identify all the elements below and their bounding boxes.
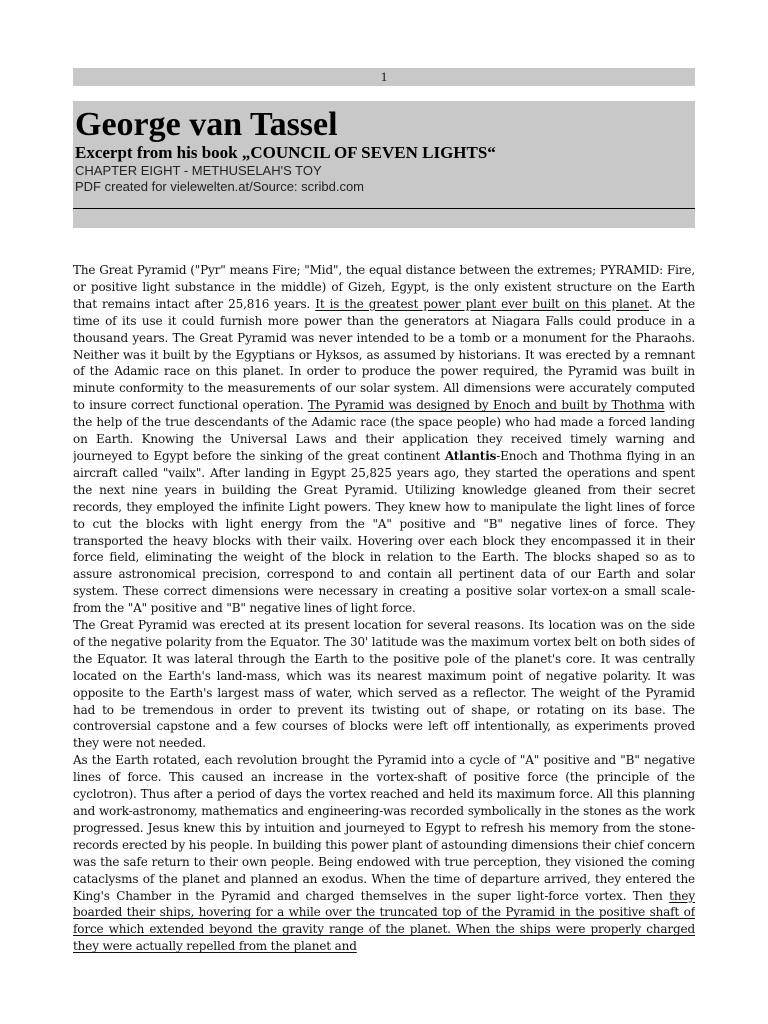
paragraph-1	[73, 262, 695, 617]
page-number: 1	[380, 69, 388, 84]
title-block	[73, 101, 695, 228]
p1-underlined-2: The Pyramid was designed by Enoch and built by Thothma	[307, 398, 665, 413]
p1-text-d: -Enoch and Thothma flying in an aircraft called "vailx". After landing in Egypt 25,825 years ago, they started the operations and spent the next nine years in building the Great Pyramid. Utilizing knowledge gleaned from their secret records, they employed the infinite Light powers. They knew how to manipulate the light lines of force to cut the blocks with light energy from the "A" positive and "B" negative lines of force. They transported the heavy blocks with their vailx. Hovering over each block they encompassed it in their force field, eliminating the weight of the block in relation to the Earth. The blocks shaped so as to assure astronomical precision, correspond to and contain all pertinent data of our Earth and solar system. These correct dimensions were necessary in creating a positive solar vortex-on a small scale-from the "A" positive and "B" negative lines of light force.	[73, 448, 695, 616]
source-credit: PDF created for vielewelten.at/Source: scribd.com	[75, 179, 365, 194]
document-title: George van Tassel	[75, 106, 338, 143]
article-body	[73, 262, 695, 1024]
paragraph-2: The Great Pyramid was erected at its present location for several reasons. Its location was on the side of the negative polarity from the Equator. The 30' latitude was the maximum vortex belt on both sides of the Equator. It was lateral through the Earth to the positive pole of the planet's core. It was centrally located on the Earth's land-mass, which was its nearest maximum point of negative polarity. It was opposite to the Earth's largest mass of water, which served as a reflector. The weight of the Pyramid had to be tremendous in order to prevent its twisting out of shape, or rotating on its base. The controversial capstone and a few courses of blocks were left off intentionally, as experiments proved they were not needed.	[73, 618, 695, 751]
p1-bold-atlantis: Atlantis	[444, 448, 497, 463]
book-subtitle: Excerpt from his book „COUNCIL OF SEVEN LIGHTS“	[75, 143, 496, 162]
p1-underlined-1: It is the greatest power plant ever built on this planet	[315, 296, 649, 311]
p1-text-c: with the help of the true descendants of the Adamic race (the space people) who had made a forced landing on Earth. Knowing the Universal Laws and their application they received timely warning and journeyed to Egypt before the sinking of the great continent	[73, 398, 695, 463]
page-number-bar	[73, 68, 695, 86]
paragraph-3	[73, 752, 695, 955]
header-divider	[73, 208, 695, 209]
p1-text-b: . At the time of its use it could furnish more power than the generators at Niagara Falls could produce in a thousand years. The Great Pyramid was never intended to be a tomb or a monument for the Pharaohs. Neither was it built by the Egyptians or Hyksos, as assumed by historians. It was erected by a remnant of the Adamic race on this planet. In order to produce the power required, the Pyramid was built in minute conformity to the measurements of our solar system. All dimensions were accurately computed to insure correct functional operation.	[73, 296, 695, 413]
p3-text-a: As the Earth rotated, each revolution brought the Pyramid into a cycle of "A" positive and "B" negative lines of force. This caused an increase in the vortex-shaft of positive force (the principle of the cyclotron). Thus after a period of days the vortex reached and held its maximum force. All this planning and work-astronomy, mathematics and engineering-was recorded symbolically in the stones as the work progressed. Jesus knew this by intuition and journeyed to Egypt to refresh his memory from the stone-records erected by his people. In building this power plant of astounding dimensions their chief concern was the safe return to their own people. Being endowed with true perception, they visioned the coming cataclysms of the planet and planned an exodus. When the time of departure arrived, they entered the King's Chamber in the Pyramid and charged themselves in the super light-force vortex. Then	[73, 753, 695, 903]
chapter-heading: CHAPTER EIGHT - METHUSELAH'S TOY	[75, 163, 322, 178]
p1-text-a: The Great Pyramid ("Pyr" means Fire; "Mid", the equal distance between the extremes; PYRAMID: Fire, or positive light substance in the middle) of Gizeh, Egypt, is the only existent structure on the Earth that remains intact after 25,816 years.	[73, 263, 695, 311]
p3-underlined: they boarded their ships, hovering for a while over the truncated top of the Pyramid in the positive shaft of force which extended beyond the gravity range of the planet. When the ships were properly charged they were actually repelled from the planet and	[73, 888, 695, 954]
